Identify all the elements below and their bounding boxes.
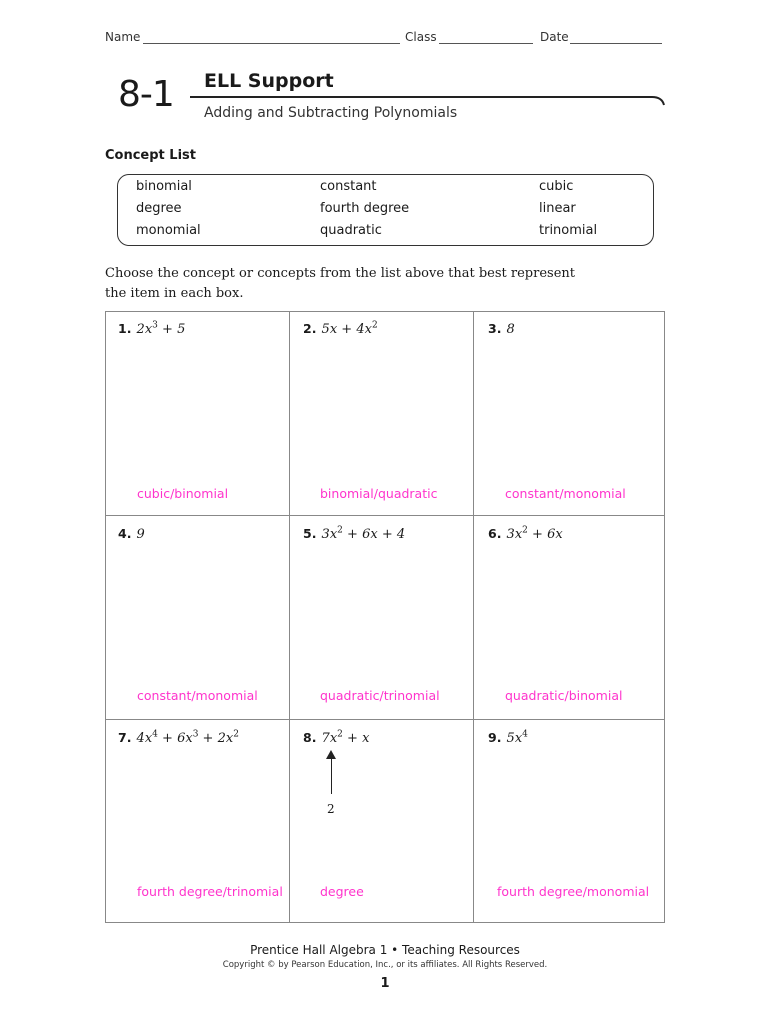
grid-divider <box>105 515 665 516</box>
concept-item: monomial <box>136 223 201 238</box>
lesson-title: ELL Support <box>204 70 334 92</box>
item-answer[interactable]: fourth degree/monomial <box>497 884 650 899</box>
name-field[interactable] <box>143 43 400 44</box>
concept-item: constant <box>320 179 377 194</box>
page-number: 1 <box>380 976 390 991</box>
item-cell-4 <box>118 523 145 542</box>
item-answer[interactable]: constant/monomial <box>137 688 258 703</box>
item-expression: $5x^4$ <box>506 729 528 746</box>
item-answer[interactable]: quadratic/trinomial <box>320 688 440 703</box>
item-expression: $2x^3 + 5$ <box>136 320 186 337</box>
concept-list-heading: Concept List <box>105 148 196 163</box>
concept-item: fourth degree <box>320 201 410 216</box>
item-cell-9 <box>488 727 528 746</box>
instructions: Choose the concept or concepts from the list above that best represent the item in each box. <box>105 266 575 301</box>
item-cell-2 <box>303 318 378 337</box>
class-label: Class <box>405 30 437 44</box>
item-expression: $7x^2 + x$ <box>321 729 370 746</box>
item-cell-6 <box>488 523 563 542</box>
concept-item: cubic <box>539 179 574 194</box>
answer-grid <box>105 311 665 923</box>
item-number: 5. <box>303 526 317 541</box>
item-number: 6. <box>488 526 502 541</box>
name-label: Name <box>105 30 141 44</box>
item-number: 4. <box>118 526 132 541</box>
item-number: 7. <box>118 730 132 745</box>
item-expression: 9 <box>136 527 145 542</box>
grid-divider <box>289 311 290 923</box>
item-expression: 8 <box>506 322 515 337</box>
date-field[interactable] <box>570 43 662 44</box>
item-answer[interactable]: quadratic/binomial <box>505 688 623 703</box>
item-answer[interactable]: binomial/quadratic <box>320 486 438 501</box>
item-answer[interactable]: degree <box>320 884 364 899</box>
item-number: 1. <box>118 321 132 336</box>
lesson-number: 8-1 <box>118 74 174 115</box>
concept-item: degree <box>136 201 182 216</box>
item-answer[interactable]: constant/monomial <box>505 486 626 501</box>
lesson-rule <box>190 92 670 106</box>
date-label: Date <box>540 30 569 44</box>
lesson-subtitle: Adding and Subtracting Polynomials <box>204 105 458 121</box>
concept-item: trinomial <box>539 223 598 238</box>
item-answer[interactable]: cubic/binomial <box>137 486 229 501</box>
footer-title: Prentice Hall Algebra 1 • Teaching Resources <box>250 943 520 957</box>
exponent-annotation: 2 <box>327 802 335 816</box>
footer-copyright: Copyright © by Pearson Education, Inc., or its affiliates. All Rights Reserved. <box>222 960 548 970</box>
concept-item: binomial <box>136 179 192 194</box>
item-cell-8 <box>303 727 369 746</box>
item-expression: $3x^2 + 6x + 4$ <box>321 525 406 542</box>
item-number: 8. <box>303 730 317 745</box>
item-cell-3 <box>488 318 515 337</box>
item-number: 2. <box>303 321 317 336</box>
item-cell-1 <box>118 318 185 337</box>
item-number: 9. <box>488 730 502 745</box>
concept-item: quadratic <box>320 223 382 238</box>
grid-divider <box>105 719 665 720</box>
item-cell-5 <box>303 523 405 542</box>
grid-divider <box>473 311 474 923</box>
concept-item: linear <box>539 201 576 216</box>
class-field[interactable] <box>439 43 533 44</box>
item-cell-7 <box>118 727 239 746</box>
item-expression: $3x^2 + 6x$ <box>506 525 563 542</box>
item-answer[interactable]: fourth degree/trinomial <box>137 884 283 899</box>
item-expression: $5x + 4x^2$ <box>321 320 378 337</box>
item-expression: $4x^4 + 6x^3 + 2x^2$ <box>136 729 239 746</box>
item-number: 3. <box>488 321 502 336</box>
arrow-shaft <box>331 756 332 794</box>
